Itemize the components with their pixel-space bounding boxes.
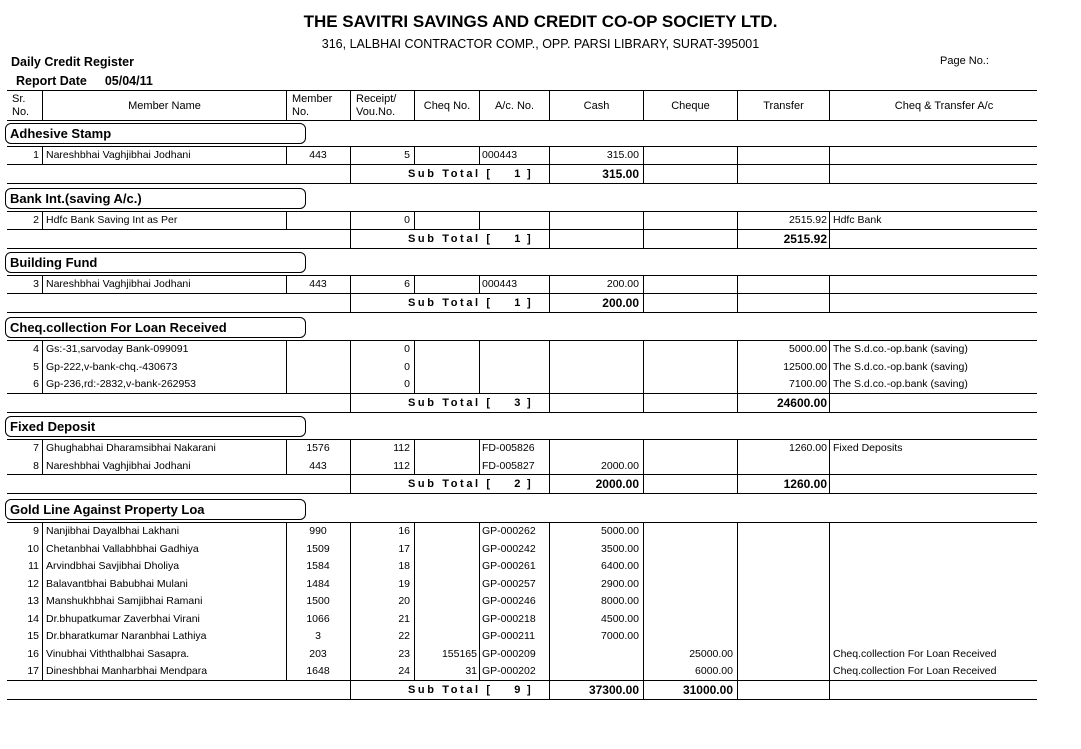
column-divider <box>414 275 415 293</box>
cell-receipt-no: 5 <box>404 149 410 161</box>
section-table-top-rule <box>7 211 1037 212</box>
column-divider <box>479 439 480 474</box>
cell-transfer: 1260.00 <box>789 442 827 454</box>
subtotal-cash: 200.00 <box>602 295 639 310</box>
rows-bottom-rule <box>7 293 1037 294</box>
cell-transfer: 7100.00 <box>789 378 827 390</box>
section-table-top-rule <box>7 522 1037 523</box>
subtotal-transfer: 2515.92 <box>783 231 827 246</box>
column-divider <box>829 164 830 183</box>
column-divider <box>286 439 287 474</box>
column-divider <box>286 146 287 164</box>
column-divider <box>350 522 351 680</box>
subtotal-cash: 37300.00 <box>588 682 639 697</box>
section-heading: Cheq.collection For Loan Received <box>5 317 306 338</box>
col-header-cheque: Cheque <box>671 100 710 112</box>
cell-cheq-transfer-ac: Cheq.collection For Loan Received <box>833 665 997 677</box>
cell-cheq-no: 155165 <box>441 647 477 660</box>
cell-member-no: 1576 <box>306 442 330 454</box>
subtotal-count: 3 <box>514 396 523 409</box>
column-divider <box>286 211 287 229</box>
subtotal-label: Sub Total [ <box>408 683 493 696</box>
subtotal-close-bracket: ] <box>527 396 534 409</box>
rows-bottom-rule <box>7 164 1037 165</box>
cell-cash: 2900.00 <box>601 577 639 590</box>
column-divider <box>42 439 43 474</box>
column-divider <box>737 211 738 229</box>
cell-cheq-transfer-ac: Fixed Deposits <box>833 442 903 454</box>
cell-receipt-no: 18 <box>398 560 410 572</box>
subtotal-bottom-rule <box>7 312 1037 313</box>
cell-member-no: 3 <box>315 630 321 642</box>
column-divider <box>350 229 351 248</box>
col-header-sr <box>12 93 29 119</box>
col-header-ac-no: A/c. No. <box>494 100 535 112</box>
cell-member-no: 1584 <box>306 560 330 572</box>
cell-receipt-no: 22 <box>398 630 410 642</box>
section-table-top-rule <box>7 275 1037 276</box>
cell-receipt-no: 0 <box>404 214 410 226</box>
cell-sr-no: 13 <box>27 595 39 607</box>
cell-cheque: 6000.00 <box>695 665 733 677</box>
column-divider <box>414 146 415 164</box>
column-divider <box>829 522 830 680</box>
subtotal-close-bracket: ] <box>527 167 534 180</box>
col-header-member-no-line2: No. <box>292 106 310 118</box>
subtotal-label: Sub Total [ <box>408 478 493 490</box>
column-divider <box>479 275 480 293</box>
cell-member-name: Chetanbhai Vallabhbhai Gadhiya <box>46 542 199 555</box>
subtotal-label: Sub Total [ <box>408 232 493 245</box>
column-divider <box>414 522 415 680</box>
cell-sr-no: 2 <box>33 214 39 226</box>
column-divider <box>829 439 830 474</box>
cell-receipt-no: 16 <box>398 525 410 537</box>
column-divider <box>643 474 644 493</box>
subtotal-close-bracket: ] <box>527 683 534 696</box>
column-divider <box>42 522 43 680</box>
col-header-member-no-line1: Member <box>292 93 333 105</box>
cell-cash: 7000.00 <box>601 630 639 642</box>
cell-ac-no: GP-000209 <box>482 647 536 660</box>
cell-member-no: 443 <box>309 149 327 161</box>
header-top-rule <box>7 90 1037 91</box>
column-divider <box>829 293 830 312</box>
subtotal-cheque: 31000.00 <box>682 682 733 697</box>
cell-member-name: Nareshbhai Vaghjibhai Jodhani <box>46 278 191 290</box>
column-divider <box>479 522 480 680</box>
cell-cheq-no: 31 <box>465 665 477 677</box>
column-divider <box>414 340 415 393</box>
cell-sr-no: 11 <box>28 560 39 572</box>
cell-sr-no: 8 <box>33 459 39 472</box>
cell-cheq-transfer-ac: The S.d.co.-op.bank (saving) <box>833 378 968 390</box>
cell-cash: 200.00 <box>606 278 639 290</box>
column-divider <box>737 275 738 293</box>
society-address: 316, LALBHAI CONTRACTOR COMP., OPP. PARSI LIBRARY, SURAT-395001 <box>321 37 760 51</box>
cell-ac-no: FD-005826 <box>482 442 535 454</box>
cell-member-name: Vinubhai Viththalbhai Sasapra. <box>46 647 190 660</box>
cell-member-name: Dineshbhai Manharbhai Mendpara <box>46 665 208 677</box>
cell-sr-no: 14 <box>27 612 39 625</box>
cell-member-no: 1066 <box>306 612 330 625</box>
subtotal-count: 1 <box>514 296 523 309</box>
column-divider <box>549 229 550 248</box>
section-heading: Gold Line Against Property Loa <box>5 499 306 520</box>
cell-member-no: 990 <box>309 525 327 537</box>
col-header-cheq-transfer-ac: Cheq & Transfer A/c <box>894 100 994 112</box>
column-divider <box>737 293 738 312</box>
cell-member-name: Arvindbhai Savjibhai Dholiya <box>46 560 180 572</box>
column-divider <box>350 439 351 474</box>
column-divider <box>42 211 43 229</box>
subtotal-transfer: 1260.00 <box>783 477 827 491</box>
header-bottom-rule <box>7 120 1037 121</box>
column-divider <box>829 211 830 229</box>
cell-member-no: 443 <box>309 459 327 472</box>
column-divider <box>643 393 644 412</box>
cell-receipt-no: 112 <box>393 459 410 472</box>
column-divider <box>643 275 644 293</box>
society-name: THE SAVITRI SAVINGS AND CREDIT CO-OP SOCIETY LTD. <box>303 12 778 31</box>
report-date-value: 05/04/11 <box>104 74 153 88</box>
cell-member-name: Dr.bhupatkumar Zaverbhai Virani <box>46 612 200 625</box>
subtotal-bottom-rule <box>7 493 1037 494</box>
subtotal-bottom-rule <box>7 699 1037 700</box>
column-divider <box>42 275 43 293</box>
rows-bottom-rule <box>7 393 1037 394</box>
column-divider <box>549 211 550 229</box>
subtotal-bottom-rule <box>7 412 1037 413</box>
col-header-receipt <box>356 93 396 119</box>
cell-cash: 6400.00 <box>601 560 639 572</box>
rows-bottom-rule <box>7 474 1037 475</box>
cell-cheque: 25000.00 <box>689 647 733 660</box>
cell-sr-no: 15 <box>27 630 39 642</box>
column-divider <box>737 522 738 680</box>
column-divider <box>829 680 830 699</box>
section-table-top-rule <box>7 146 1037 147</box>
column-divider <box>350 293 351 312</box>
subtotal-count: 1 <box>514 232 523 245</box>
column-divider <box>829 474 830 493</box>
cell-sr-no: 6 <box>33 378 39 390</box>
column-divider <box>643 164 644 183</box>
cell-cash: 8000.00 <box>601 595 639 607</box>
col-header-cash: Cash <box>583 100 610 112</box>
header-divider <box>286 90 287 120</box>
cell-cash: 5000.00 <box>601 525 639 537</box>
column-divider <box>350 340 351 393</box>
col-header-cheq-no: Cheq No. <box>423 100 471 112</box>
column-divider <box>737 146 738 164</box>
column-divider <box>643 211 644 229</box>
column-divider <box>737 680 738 699</box>
section-heading: Adhesive Stamp <box>5 123 306 144</box>
column-divider <box>643 522 644 680</box>
column-divider <box>829 340 830 393</box>
cell-sr-no: 7 <box>33 442 39 454</box>
column-divider <box>549 522 550 680</box>
report-date-label: Report Date <box>16 74 87 88</box>
subtotal-count: 2 <box>514 478 523 490</box>
subtotal-bottom-rule <box>7 183 1037 184</box>
column-divider <box>350 680 351 699</box>
cell-receipt-no: 17 <box>398 542 410 555</box>
column-divider <box>414 439 415 474</box>
col-header-member-name: Member Name <box>128 100 201 112</box>
page-number-label: Page No.: <box>940 55 989 67</box>
column-divider <box>414 211 415 229</box>
column-divider <box>479 211 480 229</box>
subtotal-label: Sub Total [ <box>408 296 493 309</box>
cell-ac-no: 000443 <box>482 149 518 161</box>
column-divider <box>643 293 644 312</box>
column-divider <box>643 439 644 474</box>
subtotal-bottom-rule <box>7 248 1037 249</box>
cell-ac-no: 000443 <box>482 278 518 290</box>
column-divider <box>350 164 351 183</box>
column-divider <box>549 146 550 164</box>
rows-bottom-rule <box>7 229 1037 230</box>
cell-cheq-transfer-ac: The S.d.co.-op.bank (saving) <box>833 343 968 355</box>
col-header-sr-line1: Sr. <box>12 93 26 105</box>
cell-receipt-no: 21 <box>398 612 410 625</box>
cell-receipt-no: 6 <box>404 278 410 290</box>
column-divider <box>643 146 644 164</box>
cell-receipt-no: 19 <box>398 577 410 590</box>
cell-receipt-no: 20 <box>398 595 410 607</box>
column-divider <box>549 275 550 293</box>
section-table-top-rule <box>7 439 1037 440</box>
column-divider <box>829 275 830 293</box>
cell-receipt-no: 112 <box>393 442 410 454</box>
col-header-receipt-line2: Vou.No. <box>356 106 396 118</box>
subtotal-count: 9 <box>514 683 523 696</box>
cell-member-no: 1500 <box>306 595 330 607</box>
cell-member-name: Nareshbhai Vaghjibhai Jodhani <box>46 149 191 161</box>
subtotal-close-bracket: ] <box>527 296 534 309</box>
cell-cash: 315.00 <box>606 149 639 161</box>
subtotal-close-bracket: ] <box>527 478 534 490</box>
column-divider <box>829 229 830 248</box>
cell-member-name: Nareshbhai Vaghjibhai Jodhani <box>46 459 191 472</box>
cell-ac-no: GP-000261 <box>482 560 536 572</box>
cell-receipt-no: 24 <box>398 665 410 677</box>
subtotal-cash: 2000.00 <box>595 477 639 491</box>
column-divider <box>350 275 351 293</box>
cell-sr-no: 4 <box>33 343 39 355</box>
register-title: Daily Credit Register <box>11 55 134 69</box>
cell-member-no: 1484 <box>306 577 330 590</box>
cell-receipt-no: 0 <box>404 378 410 390</box>
column-divider <box>42 146 43 164</box>
cell-ac-no: GP-000218 <box>482 612 536 625</box>
cell-member-name: Dr.bharatkumar Naranbhai Lathiya <box>46 630 207 642</box>
cell-sr-no: 17 <box>27 665 39 677</box>
cell-ac-no: GP-000262 <box>482 525 536 537</box>
cell-ac-no: GP-000246 <box>482 595 536 607</box>
cell-member-no: 1509 <box>306 542 330 555</box>
cell-sr-no: 12 <box>27 577 39 590</box>
report-date <box>16 74 153 88</box>
cell-cash: 3500.00 <box>601 542 639 555</box>
subtotal-transfer: 24600.00 <box>776 395 827 410</box>
cell-member-name: Balavantbhai Babubhai Mulani <box>46 577 188 590</box>
cell-member-no: 443 <box>309 278 327 290</box>
cell-member-no: 1648 <box>306 665 330 677</box>
cell-cash: 2000.00 <box>601 459 639 472</box>
col-header-transfer: Transfer <box>763 100 804 112</box>
cell-sr-no: 10 <box>27 542 39 555</box>
col-header-member-no <box>292 93 332 119</box>
column-divider <box>737 164 738 183</box>
cell-cheq-transfer-ac: The S.d.co.-op.bank (saving) <box>833 360 968 373</box>
cell-sr-no: 16 <box>27 647 39 660</box>
cell-cheq-transfer-ac: Cheq.collection For Loan Received <box>833 647 997 660</box>
col-header-receipt-line1: Receipt/ <box>356 93 397 105</box>
cell-ac-no: GP-000211 <box>482 630 535 642</box>
cell-ac-no: GP-000257 <box>482 577 536 590</box>
subtotal-close-bracket: ] <box>527 232 534 245</box>
subtotal-count: 1 <box>514 167 523 180</box>
cell-member-no: 203 <box>309 647 327 660</box>
column-divider <box>549 439 550 474</box>
column-divider <box>549 340 550 393</box>
cell-cash: 4500.00 <box>601 612 639 625</box>
cell-sr-no: 3 <box>33 278 39 290</box>
cell-receipt-no: 0 <box>404 343 410 355</box>
cell-member-name: Manshukhbhai Samjibhai Ramani <box>46 595 203 607</box>
column-divider <box>350 393 351 412</box>
section-heading: Building Fund <box>5 252 306 273</box>
cell-member-name: Hdfc Bank Saving Int as Per <box>46 214 178 226</box>
column-divider <box>286 340 287 393</box>
cell-transfer: 5000.00 <box>789 343 827 355</box>
cell-cheq-transfer-ac: Hdfc Bank <box>833 214 882 226</box>
column-divider <box>829 393 830 412</box>
cell-member-name: Gp-222,v-bank-chq.-430673 <box>46 360 178 373</box>
subtotal-label: Sub Total [ <box>408 396 493 409</box>
column-divider <box>350 146 351 164</box>
column-divider <box>42 340 43 393</box>
cell-ac-no: GP-000242 <box>482 542 536 555</box>
column-divider <box>286 275 287 293</box>
column-divider <box>737 340 738 393</box>
cell-receipt-no: 0 <box>404 360 410 373</box>
cell-sr-no: 9 <box>33 525 39 537</box>
cell-member-name: Gp-236,rd:-2832,v-bank-262953 <box>46 378 197 390</box>
column-divider <box>350 474 351 493</box>
section-heading: Fixed Deposit <box>5 416 306 437</box>
cell-member-name: Ghughabhai Dharamsibhai Nakarani <box>46 442 216 454</box>
column-divider <box>479 340 480 393</box>
cell-transfer: 2515.92 <box>789 214 827 226</box>
column-divider <box>479 146 480 164</box>
subtotal-cash: 315.00 <box>602 166 639 181</box>
column-divider <box>643 340 644 393</box>
column-divider <box>286 522 287 680</box>
cell-member-name: Gs:-31,sarvoday Bank-099091 <box>46 343 189 355</box>
column-divider <box>829 146 830 164</box>
cell-transfer: 12500.00 <box>783 360 827 373</box>
column-divider <box>350 211 351 229</box>
rows-bottom-rule <box>7 680 1037 681</box>
cell-receipt-no: 23 <box>398 647 410 660</box>
column-divider <box>643 229 644 248</box>
column-divider <box>737 439 738 474</box>
cell-member-name: Nanjibhai Dayalbhai Lakhani <box>46 525 180 537</box>
section-heading: Bank Int.(saving A/c.) <box>5 188 306 209</box>
cell-ac-no: FD-005827 <box>482 459 535 472</box>
cell-sr-no: 5 <box>33 360 39 373</box>
header-divider <box>350 90 351 120</box>
cell-sr-no: 1 <box>33 149 39 161</box>
cell-ac-no: GP-000202 <box>482 665 536 677</box>
section-table-top-rule <box>7 340 1037 341</box>
col-header-sr-line2: No. <box>12 106 30 118</box>
column-divider <box>549 393 550 412</box>
subtotal-label: Sub Total [ <box>408 167 493 180</box>
